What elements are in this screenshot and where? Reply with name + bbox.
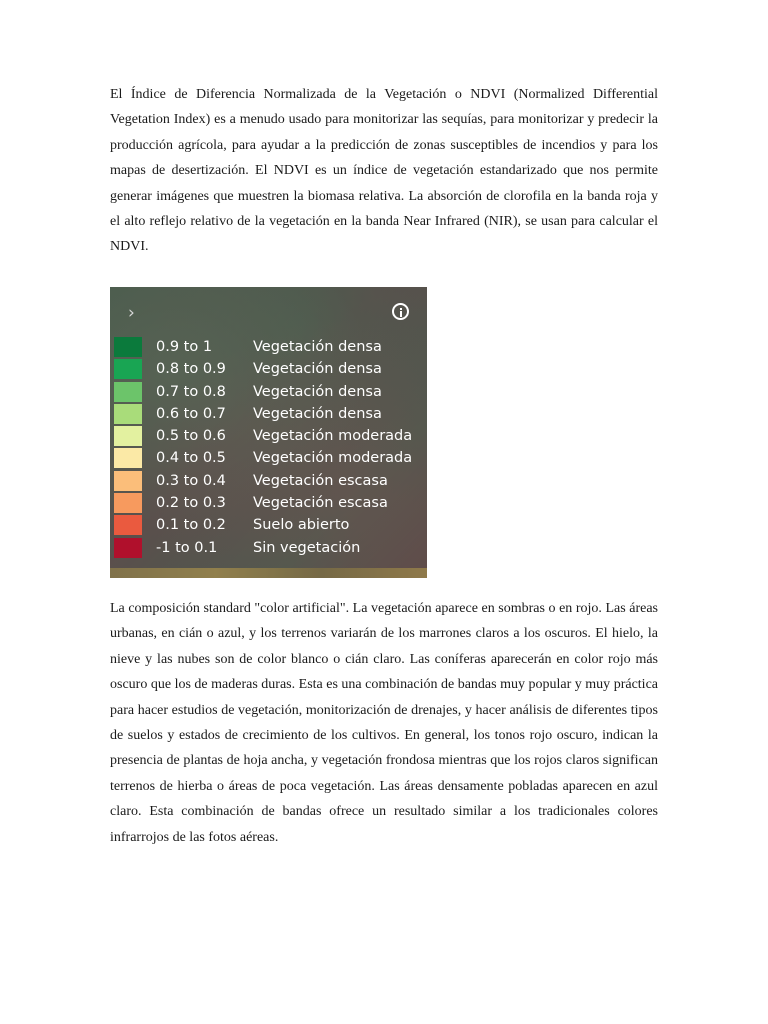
composition-paragraph: La composición standard "color artificial". La vegetación aparece en sombras o en rojo. Las áreas urbanas, en cián o azul, y los terrenos variarán de los marrones claros a los oscuros. El hielo, la nieve y las nubes son de color blanco o cián claro. Las coníferas aparecerán en color rojo más oscuro que los de maderas duras. Esta es una combinación de bandas muy popular y muy práctica para hacer estudios de vegetación, monitorización de drenajes, y hacer análisis de diferentes tipos de suelos y estados de crecimiento de los cultivos. En general, los tonos rojo oscuro, indican la presencia de plantas de hoja ancha, y vegetación frondosa mientras que los rojos claros significan terrenos de hierba o áreas de poca vegetación. Las áreas densamente pobladas aparecen en azul claro. Esta combinación de bandas ofrece un resultado similar a los tradicionales colores infrarrojos de las fotos aéreas. [110,601,658,845]
legend-row [112,403,424,425]
legend-row [112,381,424,403]
intro-paragraph: El Índice de Diferencia Normalizada de la Vegetación o NDVI (Normalized Differential Vegetation Index) es a menudo usado para monitorizar las sequías, para monitorizar y predecir la producción agrícola, para ayudar a la predicción de zonas susceptibles de incendios y para los mapas de desertización. El NDVI es un índice de vegetación estandarizado que nos permite generar imágenes que muestren la biomasa relativa. La absorción de clorofila en la banda roja y el alto reflejo relativo de la vegetación en la banda Near Infrared (NIR), se usan para calcular el NDVI. [110,87,658,255]
legend-swatch [114,426,142,446]
legend-row [112,358,424,380]
legend-row [112,537,424,559]
legend-swatch [114,382,142,402]
legend-range: 0.8 to 0.9 [156,361,226,378]
legend-range: 0.3 to 0.4 [156,472,226,489]
legend-label: Suelo abierto [253,517,350,534]
legend-range: 0.2 to 0.3 [156,495,226,512]
legend-swatch [114,538,142,558]
info-icon[interactable] [392,303,409,320]
legend-swatch [114,448,142,468]
legend-label: Vegetación moderada [253,450,413,467]
legend-swatch [114,471,142,491]
legend-label: Vegetación densa [253,383,382,400]
legend-swatch [114,337,142,357]
legend-swatch [114,515,142,535]
legend-row [112,336,424,358]
legend-label: Vegetación densa [253,405,382,422]
ndvi-legend-image [110,287,427,578]
legend-label: Vegetación densa [253,361,382,378]
legend-rows [112,336,424,559]
legend-range: 0.4 to 0.5 [156,450,226,467]
legend-range: 0.7 to 0.8 [156,383,226,400]
legend-range: -1 to 0.1 [156,539,218,556]
legend-row [112,425,424,447]
legend-range: 0.5 to 0.6 [156,428,226,445]
legend-range: 0.1 to 0.2 [156,517,226,534]
legend-label: Vegetación moderada [253,428,413,445]
legend-label: Vegetación densa [253,339,382,355]
legend-row [112,492,424,514]
legend-label: Sin vegetación [253,539,361,556]
legend-label: Vegetación escasa [253,495,388,512]
legend-row [112,514,424,536]
legend-range: 0.6 to 0.7 [156,405,226,422]
legend-swatch [114,493,142,513]
legend-row [112,470,424,492]
chevron-right-icon[interactable]: › [128,303,135,323]
legend-range: 0.9 to 1 [156,339,213,355]
legend-label: Vegetación escasa [253,472,388,489]
legend-swatch [114,359,142,379]
legend-row [112,447,424,469]
legend-swatch [114,404,142,424]
